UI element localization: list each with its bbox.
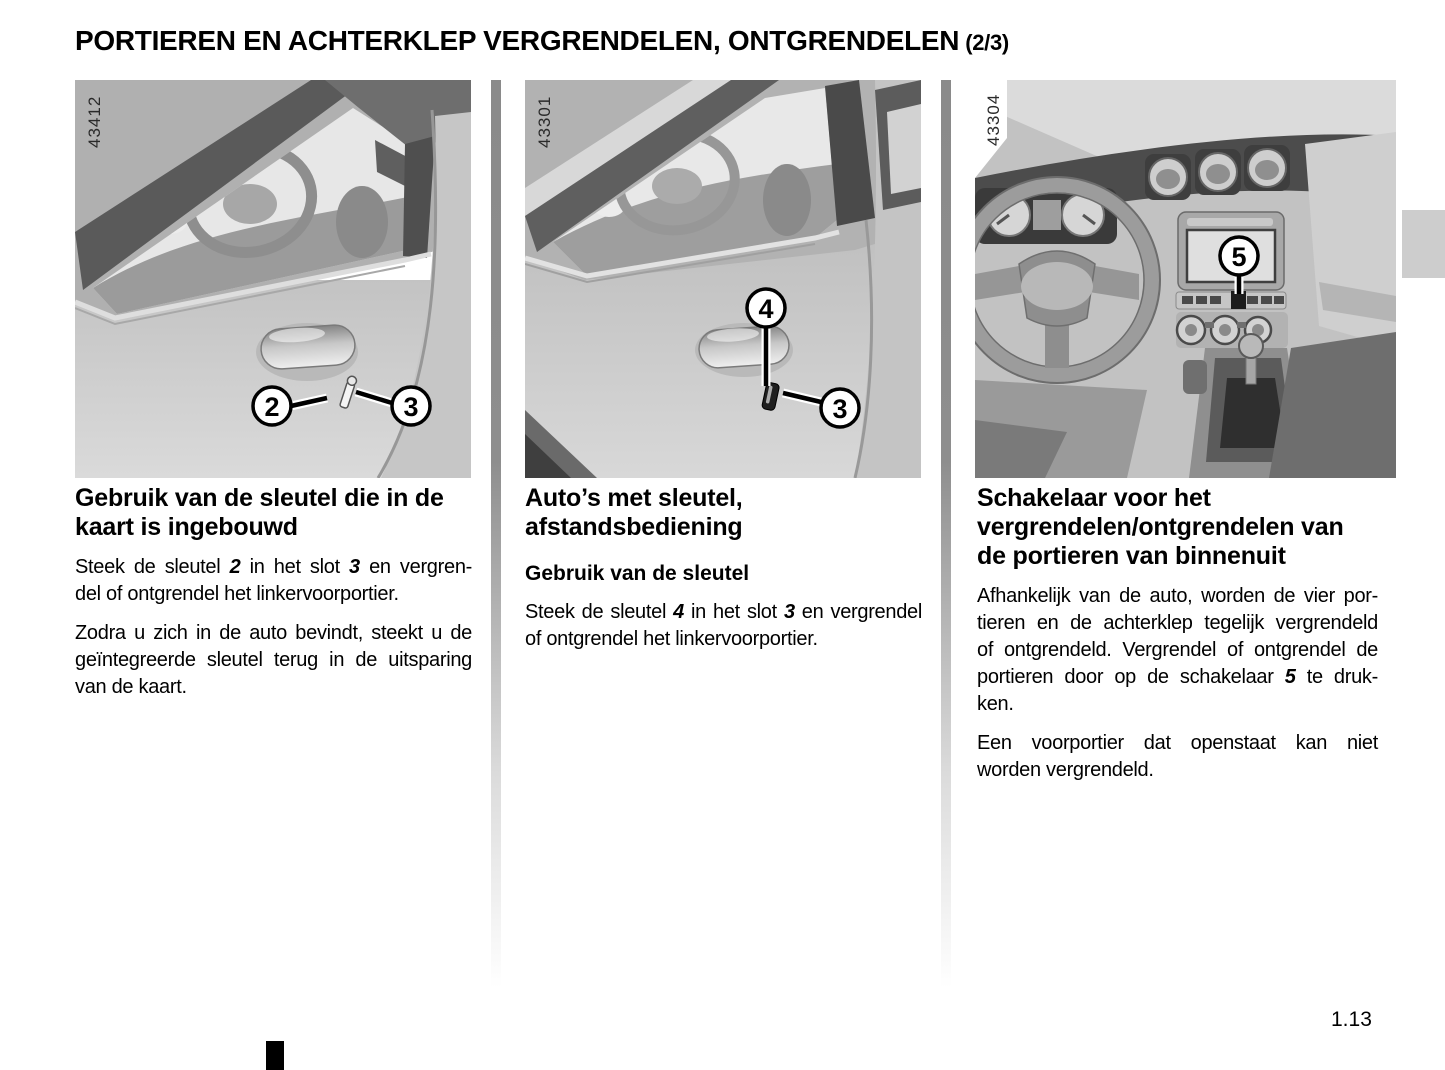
heading-line: afstandsbediening [525,513,743,541]
inline-ref-number: 3 [783,601,795,623]
figure-dashboard [975,80,1396,483]
text-line: Steek de sleutel 2 in het slot 3 en vergren- [75,556,472,578]
text-line: of ontgrendeld. Vergrendel of ontgrendel de [977,639,1378,661]
heading-line: Schakelaar voor het [977,484,1211,512]
text-line: geïntegreerde sleutel terug in de uitsparing [75,649,472,671]
column-keycard-text [75,484,472,701]
section-body [525,599,922,653]
seat-through-glass [763,164,811,236]
figure-number: 43304 [984,93,1003,146]
callout-2-label: 2 [264,392,280,422]
heading-line: de portieren van binnenuit [977,542,1286,570]
inline-ref-number: 2 [229,556,241,578]
section-body [75,554,472,701]
text-line: Afhankelijk van de auto, worden de vier por- [977,585,1378,607]
text-line: tieren en de achterklep tegelijk vergrendeld [977,612,1378,634]
heading-line: vergrendelen/ontgrendelen van [977,513,1344,541]
text-line: worden vergrendeld. [977,759,1154,781]
inline-ref-number: 5 [1284,666,1296,688]
paragraph [75,554,472,608]
text-line: ken. [977,693,1014,715]
page-title [75,24,1009,60]
cluster-display [1033,200,1061,230]
rear-window-glass [887,104,921,194]
figure-door-key [525,80,921,483]
page-title-suffix: (2/3) [965,30,1009,55]
paragraph [75,620,472,701]
text-line: of ontgrendel het linkervoorportier. [525,628,818,650]
text-line: van de kaart. [75,676,187,698]
column-switch-text [977,484,1378,784]
heading-line: Auto’s met sleutel, [525,484,743,512]
column-key-text [525,484,922,653]
callout-4-label: 4 [758,294,774,324]
heading-line: Gebruik van de sleutel die in de [75,484,444,512]
page-number: 1.13 [1331,1008,1372,1031]
figure-number: 43412 [85,95,104,148]
section-subheading: Gebruik van de sleutel [525,562,750,585]
heading-line: kaart is ingebouwd [75,513,298,541]
callout-5-label: 5 [1231,242,1247,272]
callout-3-label: 3 [832,394,848,424]
figure-number: 43301 [535,95,554,148]
section-heading [75,484,472,542]
column-divider-1 [491,80,501,988]
column-divider-2 [941,80,951,988]
paragraph [977,583,1378,718]
page-title-main: PORTIEREN EN ACHTERKLEP VERGRENDELEN, ONTGRENDELEN [75,25,960,56]
figure-43301-illustration [525,80,921,478]
figure-door-keycard [75,80,471,483]
print-registration-mark [266,1041,284,1070]
gear-knob [1239,334,1263,358]
text-line: portieren door op de schakelaar 5 te druk- [977,666,1378,688]
section-heading [977,484,1378,571]
text-line: Een voorportier dat openstaat kan niet [977,732,1378,754]
section-edge-tab [1402,210,1445,278]
inline-ref-number: 3 [349,556,360,578]
section-body [977,583,1378,784]
figure-43412-illustration [75,80,471,478]
text-line: Zodra u zich in de auto bevindt, steekt u de [75,622,472,644]
paragraph [525,599,922,653]
storage-recess [1183,360,1207,394]
figure-43304-illustration [975,80,1396,478]
paragraph [977,730,1378,784]
text-line: del of ontgrendel het linkervoorportier. [75,583,399,605]
inline-ref-number: 4 [673,601,684,623]
section-heading [525,484,922,542]
seat-through-glass [336,186,388,258]
text-line: Steek de sleutel 4 in het slot 3 en vergrendel [525,601,922,623]
callout-3-label: 3 [403,392,419,422]
